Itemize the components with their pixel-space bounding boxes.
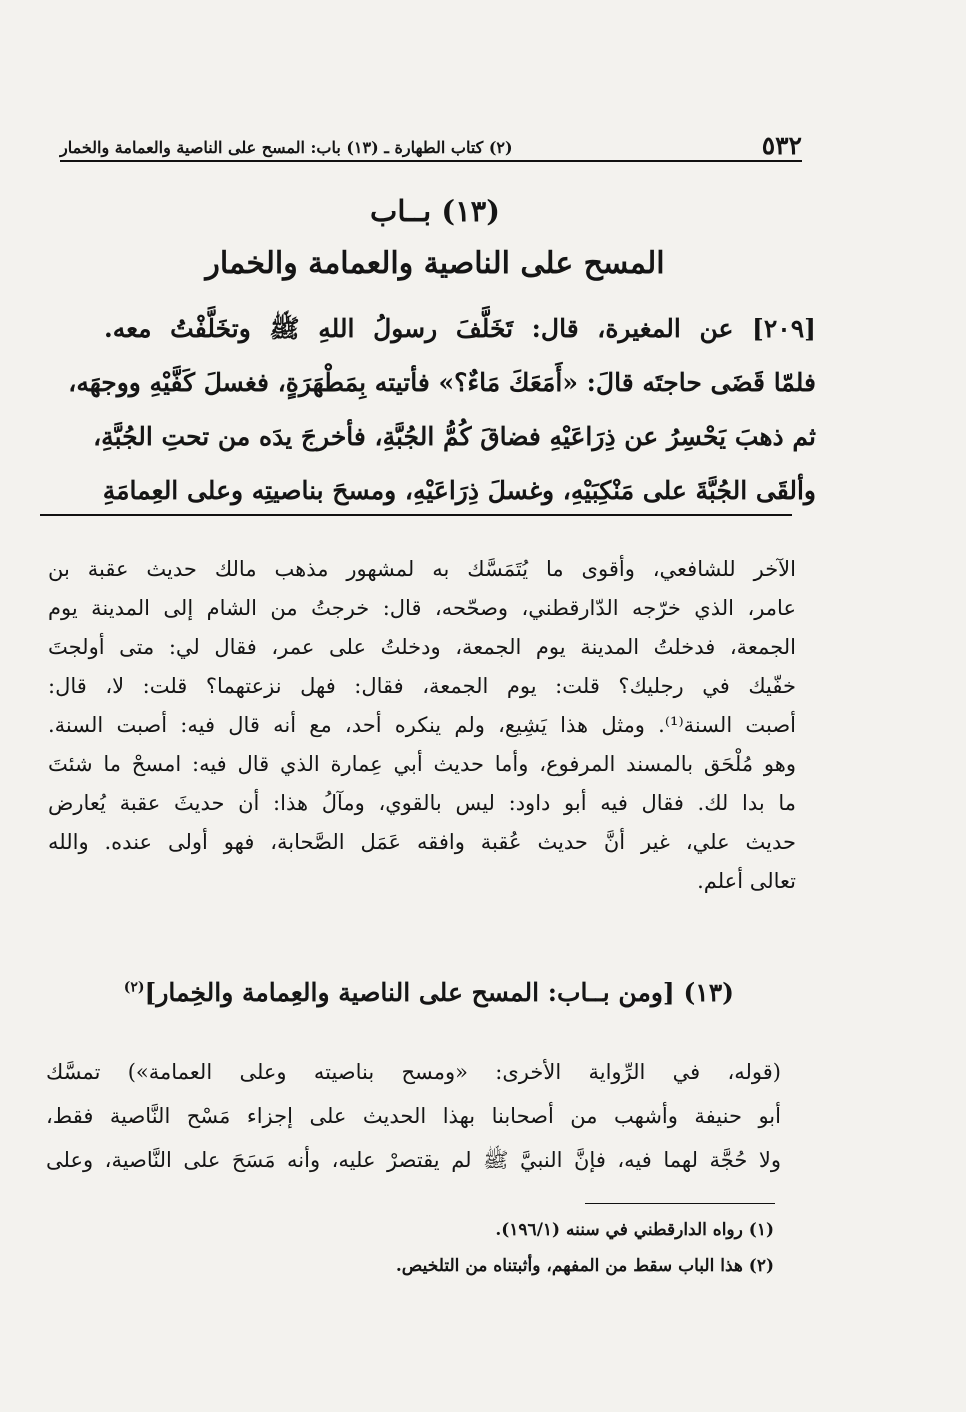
header-rule — [60, 160, 802, 162]
commentary-line: الجمعة، فدخلتُ المدينة يوم الجمعة، ودخلتُ على عمر، فقال لي: متى أولجتَ — [48, 635, 796, 659]
page-number: ٥٣٢ — [761, 131, 802, 160]
commentary-line: أصبت السنة⁽¹⁾. ومثل هذا يَشِيع، ولم ينكره أحد، مع أنه قال فيه: أصبت السنة. — [48, 713, 796, 737]
commentary-line: عامر، الذي خرّجه الدّارقطني، وصحّحه، قال: خرجتُ من الشام إلى المدينة يوم — [48, 596, 796, 620]
sub-heading — [124, 978, 734, 1007]
sub-text-line: أبو حنيفة وأشهب من أصحابنا بهذا الحديث على إجزاء مَسْح النَّاصية فقط، — [46, 1104, 781, 1128]
commentary-line: ما بدا لك. فقال فيه أبو داود: ليس بالقوي، ومآلُ هذا: أن حديثَ عقبة يُعارض — [48, 791, 796, 815]
separator-rule — [40, 514, 792, 516]
footnote-rule — [585, 1203, 775, 1204]
commentary-line: تعالى أعلم. — [697, 869, 796, 893]
hadith-text — [68, 302, 816, 518]
hadith-line: وألقَى الجُبَّةَ على مَنْكِبَيْهِ، وغسلَ ذِرَاعَيْهِ، ومسحَ بناصيتِه وعلى العِمامَةِ — [102, 476, 816, 505]
running-head: (٢) كتاب الطهارة ـ (١٣) باب: المسح على الناصية والعمامة والخمار — [60, 138, 513, 157]
footnote-1: (١) رواه الدارقطني في سننه (١٩٦/١). — [495, 1220, 774, 1240]
commentary-text — [48, 550, 796, 901]
chapter-title: المسح على الناصية والعمامة والخمار — [205, 246, 665, 281]
sub-text-line: (قوله، في الرِّواية الأخرى: «ومسح بناصيته وعلى العمامة») تمسَّك — [46, 1060, 781, 1084]
footnote-2: (٢) هذا الباب سقط من المفهم، وأثبتناه من التلخيص. — [395, 1256, 774, 1276]
hadith-line: فلمّا قَضَى حاجتَه قالَ: «أَمَعَكَ مَاءٌ؟» فأتيته بِمَطْهَرَةٍ، فغسلَ كَفَّيْهِ ووجهَه، — [68, 368, 816, 397]
sub-heading-text: (١٣) [ومن بــاب: المسح على الناصية والعِمامة والخِمار] — [144, 978, 734, 1007]
commentary-line: خفّيك في رجليك؟ قلت: يوم الجمعة، فقال: فهل نزعتهما؟ قلت: لا، قال: — [48, 674, 796, 698]
sub-section-text — [46, 1050, 781, 1182]
commentary-line: وهو مُلْحَق بالمسند المرفوع، وأما حديث أبي عِمارة الذي قال فيه: امسحْ ما شئتَ — [48, 752, 796, 776]
hadith-line: ثم ذهبَ يَحْسِرُ عن ذِرَاعَيْهِ فضاقَ كُمُّ الجُبَّةِ، فأخرجَ يدَه من تحتِ الجُبَّةِ، — [93, 422, 816, 451]
page-header — [60, 124, 802, 158]
hadith-line: [٢٠٩] عن المغيرة، قال: تَخَلَّفَ رسولُ اللهِ ﷺ وتخَلَّفْتُ معه. — [104, 314, 816, 343]
footnotes — [396, 1212, 774, 1284]
commentary-line: حديث علي، غير أنَّ حديث عُقبة وافقه عَمَل الصَّحابة، فهو أولى عنده. والله — [48, 830, 796, 854]
chapter-number: (١٣) بــاب — [370, 194, 500, 228]
sub-text-line: ولا حُجَّة لهما فيه، فإنَّ النبيَّ ﷺ لم يقتصرْ عليه، وأنه مَسَحَ على النَّاصية، وعلى — [46, 1148, 781, 1172]
footnote-marker: (٢) — [123, 979, 145, 996]
commentary-line: الآخر للشافعي، وأقوى ما يُتَمَسَّك به لمشهور مذهب مالك حديث عقبة بن — [48, 557, 796, 581]
